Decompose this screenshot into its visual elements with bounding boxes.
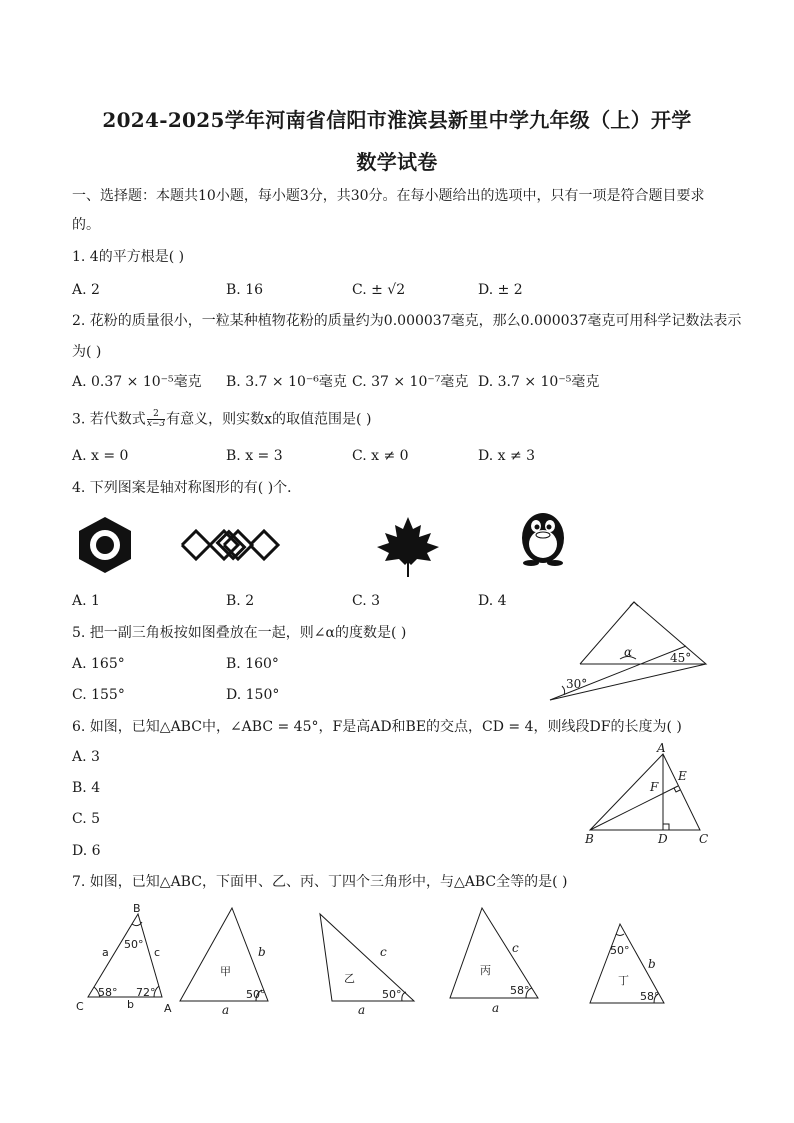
- question-3-option-b: B. x = 3: [226, 448, 283, 464]
- question-6-triangle-figure: [580, 742, 720, 848]
- question-1-option-a: A. 2: [72, 282, 100, 298]
- question-6-option-b: B. 4: [72, 780, 101, 796]
- question-2-stem-line2: 为( ): [72, 344, 102, 360]
- page-title-line1: 2024-2025学年河南省信阳市淮滨县新里中学九年级（上）开学: [102, 108, 692, 132]
- question-5-option-c: C. 155°: [72, 687, 125, 703]
- abc-angle-b: 50°: [124, 938, 144, 951]
- question-6-option-d: D. 6: [72, 843, 101, 859]
- question-3-option-a: A. x = 0: [72, 448, 129, 464]
- question-4-stem: 4. 下列图案是轴对称图形的有( )个．: [72, 480, 302, 496]
- abc-angle-c: 58°: [98, 986, 118, 999]
- knot-pattern-figure: [180, 520, 280, 570]
- section-instruction-line2: 的。: [72, 217, 100, 233]
- abc-side-a: a: [102, 946, 109, 959]
- question-3-stem-pre: 3. 若代数式: [72, 411, 146, 428]
- question-3-option-d: D. x ≠ 3: [478, 448, 536, 464]
- question-4-option-b: B. 2: [226, 593, 255, 609]
- question-3-stem-post: 有意义，则实数x的取值范围是( ): [166, 411, 372, 428]
- question-3-stem: [72, 410, 371, 429]
- point-d-label: D: [658, 832, 668, 846]
- question-1-option-b: B. 16: [226, 282, 264, 298]
- question-7-stem: 7. 如图，已知△ABC，下面甲、乙、丙、丁四个三角形中，与△ABC全等的是( ): [72, 874, 568, 890]
- yi-angle: 50°: [382, 988, 402, 1001]
- bing-side-a: a: [492, 1001, 500, 1015]
- triangle-jia-figure: [176, 900, 276, 1016]
- fraction-numerator: 2: [147, 410, 165, 420]
- angle-45-label: 45°: [670, 651, 692, 665]
- abc-vertex-c: C: [76, 1000, 84, 1013]
- penguin-figure: [516, 508, 570, 566]
- bing-name: 丙: [480, 964, 491, 977]
- triangle-bing-figure: [448, 904, 548, 1014]
- question-1-option-d: D. ± 2: [478, 282, 523, 298]
- yi-side-c: c: [380, 945, 387, 959]
- abc-vertex-b: B: [133, 902, 141, 915]
- question-5-stem: 5. 把一副三角板按如图叠放在一起，则∠α的度数是( ): [72, 625, 407, 641]
- question-2-stem-line1: 2. 花粉的质量很小，一粒某种植物花粉的质量约为0.000037毫克，那么0.000037毫克可用科学记数法表示: [72, 313, 742, 329]
- jia-side-b: b: [258, 945, 266, 959]
- yi-side-a: a: [358, 1003, 366, 1017]
- abc-vertex-a: A: [164, 1002, 172, 1015]
- ding-angle-top: 50°: [610, 944, 630, 957]
- question-1-stem: 1. 4的平方根是( ): [72, 249, 185, 265]
- jia-side-a: a: [222, 1003, 230, 1017]
- question-5-option-d: D. 150°: [226, 687, 280, 703]
- triangle-yi-figure: [316, 910, 420, 1016]
- jia-name: 甲: [220, 965, 231, 978]
- point-e-label: E: [678, 769, 687, 783]
- ding-side-b: b: [648, 957, 656, 971]
- question-1-option-c: C. ± √2: [352, 282, 406, 298]
- question-6-stem: 6. 如图，已知△ABC中，∠ABC = 45°，F是高AD和BE的交点，CD = 4，则线段DF的长度为( ): [72, 719, 682, 735]
- question-3-fraction: [147, 410, 165, 429]
- abc-side-b: b: [127, 998, 134, 1011]
- section-instruction-line1: 一、选择题：本题共10小题，每小题3分，共30分。在每小题给出的选项中，只有一项是符合题目要求: [72, 188, 705, 204]
- vertex-a-label: A: [657, 741, 666, 755]
- question-6-option-a: A. 3: [72, 749, 100, 765]
- jia-angle: 50°: [246, 988, 266, 1001]
- ding-name: 丁: [618, 974, 629, 987]
- maple-leaf-figure: [375, 515, 441, 579]
- angle-alpha-label: α: [624, 645, 633, 659]
- question-2-option-c: C. 37 × 10⁻⁷毫克: [352, 374, 469, 390]
- fraction-denominator: x−3: [146, 419, 166, 429]
- question-3-option-c: C. x ≠ 0: [352, 448, 409, 464]
- vertex-c-label: C: [699, 832, 709, 846]
- question-5-option-b: B. 160°: [226, 656, 279, 672]
- bing-side-c: c: [512, 941, 519, 955]
- abc-side-c: c: [154, 946, 161, 959]
- yi-name: 乙: [344, 972, 355, 985]
- question-4-option-a: A. 1: [72, 593, 100, 609]
- question-4-option-c: C. 3: [352, 593, 381, 609]
- question-6-option-c: C. 5: [72, 811, 101, 827]
- question-2-option-d: D. 3.7 × 10⁻⁵毫克: [478, 374, 600, 390]
- angle-30-label: 30°: [566, 677, 588, 691]
- page-title-line2: 数学试卷: [356, 150, 438, 174]
- hexagon-nut-figure: [74, 515, 136, 575]
- triangle-abc-figure: [74, 900, 178, 1016]
- question-2-option-a: A. 0.37 × 10⁻⁵毫克: [72, 374, 202, 390]
- point-f-label: F: [650, 780, 659, 794]
- question-5-triangle-figure: [546, 598, 712, 704]
- vertex-b-label: B: [585, 832, 594, 846]
- abc-angle-a: 72°: [136, 986, 156, 999]
- bing-angle: 58°: [510, 984, 530, 997]
- question-4-option-d: D. 4: [478, 593, 507, 609]
- question-2-option-b: B. 3.7 × 10⁻⁶毫克: [226, 374, 347, 390]
- question-5-option-a: A. 165°: [72, 656, 125, 672]
- triangle-ding-figure: [588, 920, 668, 1010]
- ding-angle-bottom: 58°: [640, 990, 660, 1003]
